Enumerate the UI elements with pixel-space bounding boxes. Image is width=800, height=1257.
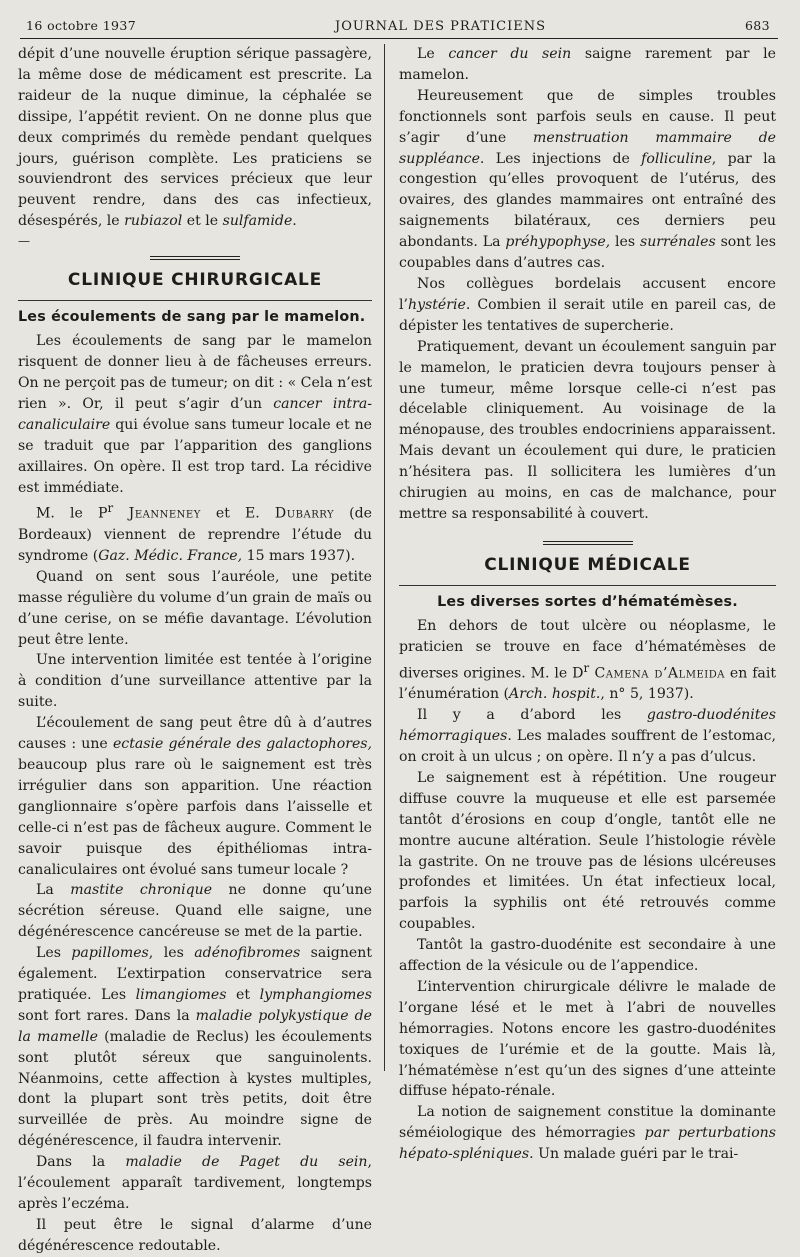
small-dash: — [18, 234, 30, 249]
left-paragraph-8: Les papillomes, les adénofibromes saignent également. L’extirpation conservatrice sera pratiquée. Les limangiomes et lymphangiomes sont fort rares. Dans la maladie polykystique de la mamelle (maladie de Reclus) les écoulements sont plutôt séreux que sanguinolents. Néanmoins, cette affection à kystes multiples, dont la plupart sont très petits, doit être surveillée de près. Au moindre signe de dégénérescence, il faudra intervenir. [18, 945, 372, 1150]
right-paragraph-7: Le saignement est à répétition. Une rougeur diffuse couvre la muqueuse et elle est parsemée tantôt d’érosions en coup d’ongle, tantôt elle ne montre aucune altération. Seule l’histologie révèle la gastrite. On ne trouve pas de lésions ulcéreuses profondes et limitées. Un état infectieux local, parfois la syphilis ont été retrouvés comme coupables. [399, 769, 776, 933]
header-page-number: 683 [744, 18, 770, 33]
columns [18, 44, 777, 1254]
left-paragraph-1: dépit d’une nouvelle éruption sérique passagère, la même dose de médicament est prescrite. La raideur de la nuque diminue, la céphalée se dissipe, l’appétit revient. On ne donne plus que deux comprimés du remède pendant quelques jours, guérison complète. Les praticiens se souviendront des services précieux que leur peuvent rendre, dans des cas infectieux, désespérés, le rubiazol et le sulfamide. [18, 46, 372, 230]
right-paragraph-2: Heureusement que de simples troubles fonctionnels sont parfois seuls en cause. Il peut s’agir d’une menstruation mammaire de suppléance. Les injections de folliculine, par la congestion qu’elles provoquent de l’utérus, des ovaires, des glandes mammaires ont entraîné des saignements bilatéraux, ces derniers peu abondants. La préhypophyse, les surrénales sont les coupables dans d’autres cas. [399, 87, 776, 272]
right-paragraph-4: Pratiquement, devant un écoulement sanguin par le mamelon, le praticien devra toujours penser à une tumeur, même lorsque celle-ci n’est pas décelable cliniquement. Au voisinage de la ménopause, des troubles endocriniens apparaissent. Mais devant un écoulement qui dure, le praticien n’hésitera pas. Il sollicitera les lumières d’un chirugien au moins, en cas de malchance, pour mettre sa responsabilité à couvert. [399, 338, 776, 522]
left-column [18, 44, 384, 1254]
left-paragraph-10: Il peut être le signal d’alarme d’une dégénérescence redoutable. [18, 1216, 372, 1254]
section-divider [150, 256, 240, 260]
header-rule [20, 38, 778, 39]
right-paragraph-6: Il y a d’abord les gastro-duodénites hémorragiques. Les malades souffrent de l’estomac, on croit à un ulcus ; on opère. Il n’y a pas d’ulcus. [399, 707, 776, 765]
page-header [26, 18, 770, 38]
right-column [384, 44, 777, 1163]
right-paragraph-5: En dehors de tout ulcère ou néoplasme, le praticien se trouve en face d’hématémèses de diverses origines. M. le $D^r$ Camena d’Almeida en fait l’énumération (Arch. hospit., n° 5, 1937). [399, 617, 777, 703]
section-rule [18, 300, 372, 301]
header-journal-title: JOURNAL DES PRATICIENS [335, 19, 547, 34]
left-paragraph-3: M. le $P^r$ Jeanneney et E. Dubarry (de Bordeaux) viennent de reprendre l’étude du syndrome (Gaz. Médic. France, 15 mars 1937). [18, 501, 373, 564]
right-paragraph-1: Le cancer du sein saigne rarement par le mamelon. [399, 46, 777, 83]
article-subtitle-hematemeses: Les diverses sortes d’hématémèses. [437, 593, 738, 610]
left-paragraph-9: Dans la maladie de Paget du sein, l’écoulement apparaît tardivement, longtemps après l’eczéma. [18, 1154, 372, 1212]
article-subtitle-mamelon: Les écoulements de sang par le mamelon. [18, 309, 366, 326]
section-title-medicale: CLINIQUE MÉDICALE [484, 554, 691, 575]
section-rule [399, 585, 776, 586]
right-paragraph-8: Tantôt la gastro-duodénite est secondaire à une affection de la vésicule ou de l’appendice. [399, 937, 776, 975]
right-paragraph-3: Nos collègues bordelais accusent encore l’hystérie. Combien il serait utile en pareil cas, de dépister les tentatives de supercherie. [399, 275, 776, 334]
right-paragraph-10: La notion de saignement constitue la dominante séméiologique des hémorragies par perturbations hépato-spléniques. Un malade guéri par le trai- [399, 1104, 776, 1163]
left-paragraph-4: Quand on sent sous l’auréole, une petite masse régulière du volume d’un grain de maïs ou d’une cerise, on se méfie davantage. L’évolution peut être lente. [18, 568, 372, 648]
left-paragraph-2: Les écoulements de sang par le mamelon risquent de donner lieu à de fâcheuses erreurs. On ne perçoit pas de tumeur; on dit : « Cela n’est rien ». Or, il peut s’agir d’un cancer intra-canaliculaire qui évolue sans tumeur locale et ne se traduit que par l’apparition des ganglions axillaires. On opère. Il est trop tard. La récidive est immédiate. [18, 333, 372, 496]
left-paragraph-7: La mastite chronique ne donne qu’une sécrétion séreuse. Quand elle saigne, une dégénérescence cancéreuse se met de la partie. [18, 882, 372, 941]
left-paragraph-5: Une intervention limitée est tentée à l’origine à condition d’une surveillance attentive par la suite. [18, 652, 372, 711]
left-paragraph-6: L’écoulement de sang peut être dû à d’autres causes : une ectasie générale des galactophores, beaucoup plus rare où le saignement est très irrégulier dans son apparition. Une réaction ganglionnaire s’opère parfois dans l’aisselle et celle-ci n’est pas de fâcheux augure. Comment le savoir puisque des épithéliomas intra-canaliculaires ont évolué sans tumeur locale ? [18, 715, 372, 878]
section-divider [543, 541, 633, 545]
section-title-chirurgicale: CLINIQUE CHIRURGICALE [67, 270, 323, 291]
right-paragraph-9: L’intervention chirurgicale délivre le malade de l’organe lésé et le met à l’abri de nouvelles hémorragies. Notons encore les gastro-duodénites toxiques de l’urémie et de la goutte. Mais là, l’hématémèse n’est qu’un des signes d’une atteinte diffuse hépato-rénale. [399, 978, 776, 1100]
header-date: 16 octobre 1937 [26, 18, 137, 33]
